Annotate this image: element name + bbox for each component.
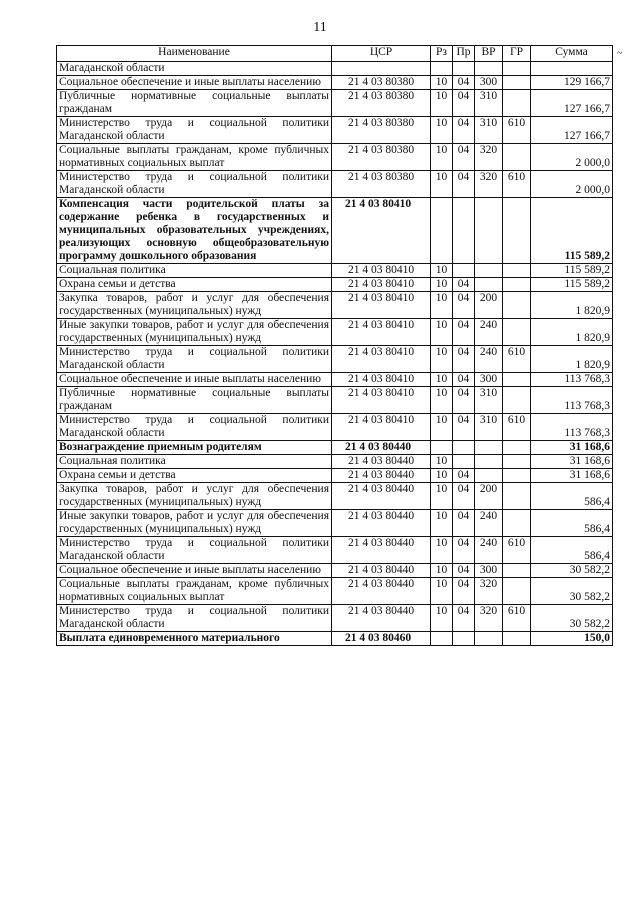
cell-csr: 21 4 03 80440 [332,537,431,564]
cell-sum: 113 768,3 [531,373,613,387]
cell-sum: 586,4 [531,537,613,564]
cell-pr: 04 [453,346,475,373]
cell-sum [531,62,613,76]
cell-gr [503,564,531,578]
cell-vr: 240 [475,319,503,346]
cell-gr: 610 [503,414,531,441]
cell-sum: 2 000,0 [531,171,613,198]
cell-sum: 129 166,7 [531,76,613,90]
cell-pr: 04 [453,414,475,441]
cell-gr: 610 [503,346,531,373]
cell-rz: 10 [431,483,453,510]
cell-csr: 21 4 03 80410 [332,414,431,441]
cell-vr [475,62,503,76]
table-row [57,387,613,414]
table-row [57,144,613,171]
cell-vr [475,441,503,455]
cell-vr: 300 [475,564,503,578]
cell-gr: 610 [503,117,531,144]
cell-sum: 2 000,0 [531,144,613,171]
cell-csr: 21 4 03 80380 [332,117,431,144]
cell-gr [503,469,531,483]
cell-rz: 10 [431,387,453,414]
cell-sum: 31 168,6 [531,469,613,483]
cell-name: Министерство труда и социальной политики Магаданской области [57,171,332,198]
cell-pr [453,441,475,455]
cell-name: Компенсация части родительской платы за содержание ребенка в государственных и муниципальных образовательных учреждениях, реализующих основную общеобразовательную программу дошкольного образования [57,198,332,264]
cell-pr: 04 [453,90,475,117]
cell-rz [431,441,453,455]
cell-name: Социальные выплаты гражданам, кроме публичных нормативных социальных выплат [57,578,332,605]
cell-gr [503,278,531,292]
cell-rz: 10 [431,76,453,90]
cell-sum: 586,4 [531,510,613,537]
cell-rz: 10 [431,469,453,483]
cell-rz: 10 [431,537,453,564]
table-row [57,578,613,605]
cell-pr [453,264,475,278]
cell-sum: 31 168,6 [531,441,613,455]
cell-csr: 21 4 03 80440 [332,564,431,578]
cell-gr [503,144,531,171]
cell-rz: 10 [431,292,453,319]
table-row [57,483,613,510]
cell-pr: 04 [453,469,475,483]
cell-csr: 21 4 03 80410 [332,373,431,387]
cell-gr [503,76,531,90]
cell-name: Иные закупки товаров, работ и услуг для обеспечения государственных (муниципальных) нужд [57,319,332,346]
table-row [57,469,613,483]
cell-pr: 04 [453,117,475,144]
header-csr: ЦСР [332,46,431,62]
cell-rz: 10 [431,346,453,373]
cell-sum: 113 768,3 [531,387,613,414]
header-vr: ВР [475,46,503,62]
cell-name: Закупка товаров, работ и услуг для обеспечения государственных (муниципальных) нужд [57,483,332,510]
cell-name: Охрана семьи и детства [57,469,332,483]
cell-csr [332,62,431,76]
cell-pr: 04 [453,319,475,346]
table-row [57,346,613,373]
table-row [57,117,613,144]
cell-rz: 10 [431,373,453,387]
cell-vr: 320 [475,144,503,171]
cell-gr [503,510,531,537]
cell-pr: 04 [453,292,475,319]
table-row [57,171,613,198]
cell-pr [453,198,475,264]
cell-name: Социальная политика [57,264,332,278]
cell-pr [453,455,475,469]
cell-csr: 21 4 03 80440 [332,469,431,483]
cell-rz: 10 [431,117,453,144]
cell-vr [475,455,503,469]
table-row [57,292,613,319]
cell-name: Выплата единовременного материального [57,632,332,646]
cell-gr [503,292,531,319]
cell-sum: 586,4 [531,483,613,510]
cell-gr [503,198,531,264]
cell-name: Министерство труда и социальной политики Магаданской области [57,414,332,441]
cell-pr: 04 [453,605,475,632]
cell-rz: 10 [431,90,453,117]
cell-gr [503,632,531,646]
cell-name: Охрана семьи и детства [57,278,332,292]
cell-pr: 04 [453,537,475,564]
table-row [57,76,613,90]
cell-csr: 21 4 03 80410 [332,278,431,292]
cell-gr [503,387,531,414]
cell-rz: 10 [431,319,453,346]
cell-pr: 04 [453,76,475,90]
cell-sum: 127 166,7 [531,117,613,144]
header-rz: Рз [431,46,453,62]
cell-name: Министерство труда и социальной политики Магаданской области [57,346,332,373]
cell-rz [431,198,453,264]
cell-vr [475,278,503,292]
cell-vr: 320 [475,605,503,632]
cell-csr: 21 4 03 80460 [332,632,431,646]
cell-pr [453,632,475,646]
budget-table-container [56,45,612,646]
cell-csr: 21 4 03 80380 [332,76,431,90]
cell-sum: 30 582,2 [531,564,613,578]
table-row [57,264,613,278]
cell-csr: 21 4 03 80410 [332,198,431,264]
cell-rz [431,62,453,76]
cell-name: Министерство труда и социальной политики Магаданской области [57,605,332,632]
cell-pr: 04 [453,483,475,510]
cell-csr: 21 4 03 80440 [332,510,431,537]
page-number: 11 [313,20,327,35]
cell-csr: 21 4 03 80410 [332,292,431,319]
table-body [57,62,613,646]
cell-rz: 10 [431,455,453,469]
cell-rz [431,632,453,646]
cell-name: Публичные нормативные социальные выплаты гражданам [57,90,332,117]
cell-rz: 10 [431,510,453,537]
header-pr: Пр [453,46,475,62]
cell-csr: 21 4 03 80440 [332,483,431,510]
cell-sum: 1 820,9 [531,292,613,319]
cell-rz: 10 [431,264,453,278]
cell-sum: 1 820,9 [531,346,613,373]
table-row [57,414,613,441]
cell-gr [503,90,531,117]
table-row [57,198,613,264]
table-row [57,632,613,646]
cell-gr [503,319,531,346]
cell-sum: 31 168,6 [531,455,613,469]
cell-rz: 10 [431,278,453,292]
cell-vr: 200 [475,483,503,510]
cell-name: Министерство труда и социальной политики Магаданской области [57,537,332,564]
cell-sum: 115 589,2 [531,278,613,292]
cell-vr: 310 [475,90,503,117]
cell-csr: 21 4 03 80440 [332,578,431,605]
cell-csr: 21 4 03 80380 [332,144,431,171]
cell-gr: 610 [503,537,531,564]
table-row [57,373,613,387]
budget-table [56,45,613,646]
cell-name: Публичные нормативные социальные выплаты гражданам [57,387,332,414]
cell-rz: 10 [431,605,453,632]
cell-vr: 310 [475,414,503,441]
cell-vr [475,469,503,483]
header-name: Наименование [57,46,332,62]
cell-name: Социальное обеспечение и иные выплаты населению [57,76,332,90]
cell-sum: 115 589,2 [531,264,613,278]
table-row [57,510,613,537]
cell-vr [475,198,503,264]
cell-vr: 200 [475,292,503,319]
cell-sum: 30 582,2 [531,578,613,605]
cell-pr: 04 [453,510,475,537]
cell-name: Закупка товаров, работ и услуг для обеспечения государственных (муниципальных) нужд [57,292,332,319]
table-row [57,90,613,117]
cell-vr: 310 [475,387,503,414]
table-row [57,278,613,292]
cell-gr [503,483,531,510]
cell-vr: 240 [475,346,503,373]
cell-gr [503,441,531,455]
cell-sum: 115 589,2 [531,198,613,264]
cell-vr: 320 [475,171,503,198]
cell-rz: 10 [431,564,453,578]
cell-vr: 240 [475,510,503,537]
table-row [57,564,613,578]
cell-gr [503,455,531,469]
cell-sum: 127 166,7 [531,90,613,117]
cell-csr: 21 4 03 80440 [332,455,431,469]
header-sum: Сумма [531,46,613,62]
table-row [57,605,613,632]
cell-csr: 21 4 03 80410 [332,319,431,346]
cell-rz: 10 [431,414,453,441]
cell-vr: 300 [475,373,503,387]
cell-rz: 10 [431,144,453,171]
cell-pr: 04 [453,144,475,171]
cell-vr: 310 [475,117,503,144]
cell-csr: 21 4 03 80410 [332,387,431,414]
cell-pr: 04 [453,373,475,387]
cell-gr [503,62,531,76]
cell-csr: 21 4 03 80440 [332,441,431,455]
table-row [57,441,613,455]
cell-sum: 1 820,9 [531,319,613,346]
cell-name: Магаданской области [57,62,332,76]
cell-sum: 150,0 [531,632,613,646]
cell-csr: 21 4 03 80410 [332,264,431,278]
cell-sum: 30 582,2 [531,605,613,632]
header-gr: ГР [503,46,531,62]
cell-name: Социальные выплаты гражданам, кроме публичных нормативных социальных выплат [57,144,332,171]
cell-pr: 04 [453,564,475,578]
cell-name: Социальное обеспечение и иные выплаты населению [57,373,332,387]
cell-sum: 113 768,3 [531,414,613,441]
cell-gr: 610 [503,171,531,198]
table-header-row [57,46,613,62]
cell-pr: 04 [453,278,475,292]
cell-pr: 04 [453,387,475,414]
cell-pr [453,62,475,76]
table-row [57,319,613,346]
cell-name: Иные закупки товаров, работ и услуг для обеспечения государственных (муниципальных) нужд [57,510,332,537]
cell-pr: 04 [453,578,475,605]
cell-pr: 04 [453,171,475,198]
cell-vr [475,264,503,278]
cell-vr [475,632,503,646]
cell-name: Социальная политика [57,455,332,469]
cell-name: Министерство труда и социальной политики Магаданской области [57,117,332,144]
cell-name: Вознаграждение приемным родителям [57,441,332,455]
table-row [57,455,613,469]
cell-vr: 240 [475,537,503,564]
cell-gr [503,264,531,278]
cell-rz: 10 [431,171,453,198]
cell-gr [503,373,531,387]
edge-mark: ~ [617,48,623,59]
cell-gr: 610 [503,605,531,632]
cell-vr: 300 [475,76,503,90]
cell-vr: 320 [475,578,503,605]
cell-csr: 21 4 03 80440 [332,605,431,632]
cell-name: Социальное обеспечение и иные выплаты населению [57,564,332,578]
cell-csr: 21 4 03 80410 [332,346,431,373]
cell-csr: 21 4 03 80380 [332,90,431,117]
table-row [57,537,613,564]
table-row [57,62,613,76]
cell-csr: 21 4 03 80380 [332,171,431,198]
cell-rz: 10 [431,578,453,605]
cell-gr [503,578,531,605]
